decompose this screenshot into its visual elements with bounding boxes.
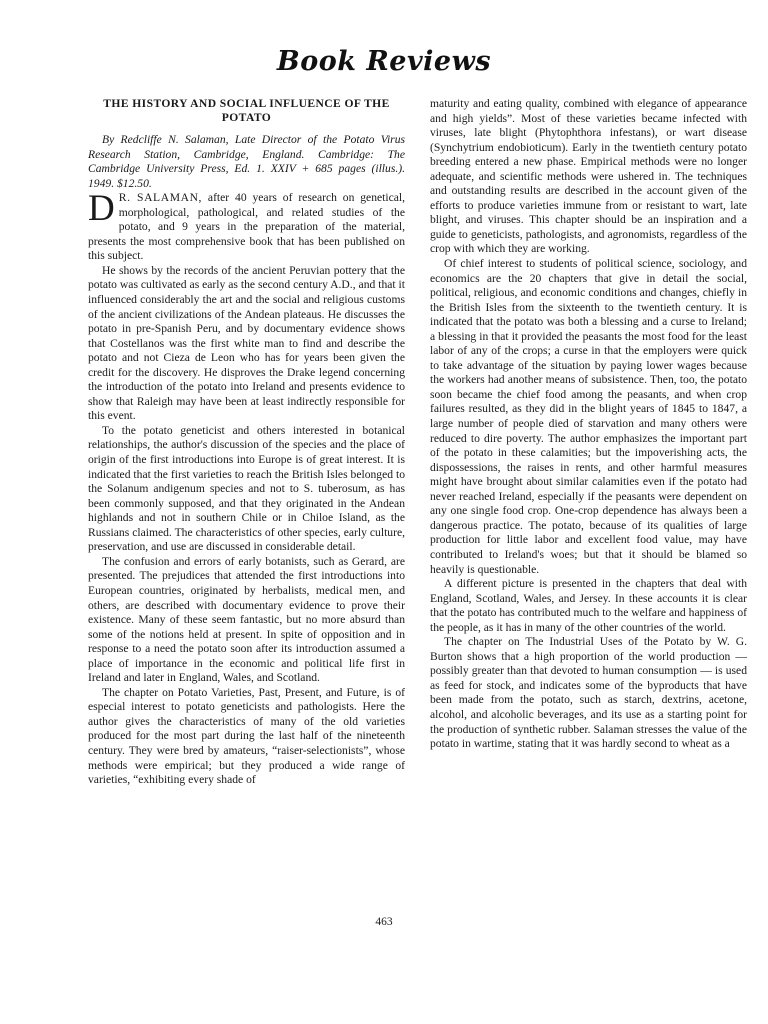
body-paragraph: The chapter on The Industrial Uses of the Potato by W. G. Burton shows that a high proportion of the world production — possibly greater than that devoted to human consumption — is used as feed for stock, and indicates some of the byproducts that have been made from the potato, such as starch, dextrins, acetone, alcohol, and alcoholic beverages, and its use as a starting point for the production of synthetic rubber. Salaman stresses the value of the potato in wartime, stating that it was hardly second to wheat as a — [430, 635, 747, 751]
body-paragraph: Of chief interest to students of political science, sociology, and economics are the 20 chapters that give in detail the social, political, religious, and economic conditions and changes, chiefly in the British Isles from the sixteenth to the twentieth century. It is indicated that the potato was both a blessing and a curse to Ireland; a blessing in that it provided the peasants the most food for the least labor of any of the crops; a curse in that the employers were quick to take advantage of the situation by paying lower wages because the workers had another means of subsistence. Then, too, the potato soon became the chief food among the peasants, and when crop failures resulted, as they did in the blight years of 1845 to 1847, a large number of people died of starvation and many others were reduced to dire poverty. The author emphasizes the important part of the potato in these calamities; but the impoverishing acts, the dispossessions, the raises in rents, and other harmful measures might have brought about similar calamities even if the potato had never reached Ireland, especially if the peasants were dependent on any one single food crop. One-crop dependence has always been a dangerous practice. The potato, because of its qualities of large production for little labor and excellent food value, may have contributed to Ireland's woes; but that it should be blamed so heavily is questionable. — [430, 257, 747, 576]
masthead: Book Reviews — [276, 46, 492, 77]
body-paragraph: A different picture is presented in the chapters that deal with England, Scotland, Wales, and Jersey. In these accounts it is clear that the potato has contributed much to the welfare and happiness of the people, as it has in many of the other countries of the world. — [430, 577, 747, 634]
lead-paragraph — [88, 188, 405, 264]
body-paragraph: To the potato geneticist and others interested in botanical relationships, the author's discussion of the species and the place of origin of the first introductions into Europe is of great interest. It is indicated that the first varieties to reach the British Isles belonged to the Solanum andigenum species and not to S. tuberosum, as has been commonly supposed, and that they originated in the Andean highlands and not in southern Chile or in Chiloe Island, as the Russians claimed. The characteristics of other species, early culture, preservation, and use are discussed in considerable detail. — [88, 423, 405, 554]
body-paragraph: He shows by the records of the ancient Peruvian pottery that the potato was cultivated as early as the second century A.D., and that it influenced considerably the art and the social and religious customs of the ancient civilizations of the Andean plateaus. He discusses the potato in pre-Spanish Peru, and by documentary evidence shows that Costellanos was the first white man to find and describe the potato and not Cieza de Leon who has for years been given the credit for the discovery. He disproves the Drake legend concerning the introduction of the potato into Ireland and presents evidence to show that Raleigh may have been at least indirectly responsible for this event. — [88, 263, 405, 423]
body-paragraph: after 40 years of research on genetical, morphological, pathological, and related studies of the potato, and 9 years in the preparation of the material, presents the most comprehensive book that has been published on this subject. — [88, 191, 405, 263]
drop-cap: D — [88, 188, 115, 230]
article-byline: By Redcliffe N. Salaman, Late Director of the Potato Virus Research Station, Cambridge, England. Cambridge: The Cambridge University Press, Ed. 1. XXIV + 685 pages (illus.). 1949. $12.50. — [88, 133, 405, 190]
right-column — [430, 97, 747, 752]
lead-caps: R. SALAMAN, — [118, 191, 203, 205]
page-number: 463 — [375, 916, 393, 928]
body-paragraph: The confusion and errors of early botanists, such as Gerard, are presented. The prejudices that attended the first introductions into European countries, originated by herbalists, medical men, and others, are described with documentary evidence to prove their existence. Many of these seem fantastic, but no more absurd than some of the notions held at present. In spite of opposition and in response to a need the potato soon after its introduction assumed a place of importance in the economic and political life first in Ireland and later in England, Wales, and Scotland. — [88, 554, 405, 685]
left-column — [88, 97, 405, 788]
article-title: THE HISTORY AND SOCIAL INFLUENCE OF THE POTATO — [103, 97, 390, 124]
body-paragraph: The chapter on Potato Varieties, Past, Present, and Future, is of especial interest to potato geneticists and pathologists. Here the author gives the characteristics of many of the old varieties produced for the most part during the last half of the nineteenth century. They were bred by amateurs, “raiser-selectionists”, whose methods were empirical; but they produced a wide range of varieties, “exhibiting every shade of — [88, 685, 405, 787]
body-paragraph: maturity and eating quality, combined with elegance of appearance and high yields”. Most of these varieties became infected with viruses, late blight (Phytophthora infestans), or wart disease (Synchytrium endobioticum). Early in the twentieth century potato breeding entered a new phase. Empirical methods were no longer adequate, and scientific methods were ushered in. The techniques and outstanding results are described in the account given of the efforts to produce varieties immune from or resistant to wart, late blight, and viruses. This chapter should be an inspiration and a guide to geneticists, pathologists, and agronomists, regardless of the crop with which they are working. — [430, 97, 747, 256]
